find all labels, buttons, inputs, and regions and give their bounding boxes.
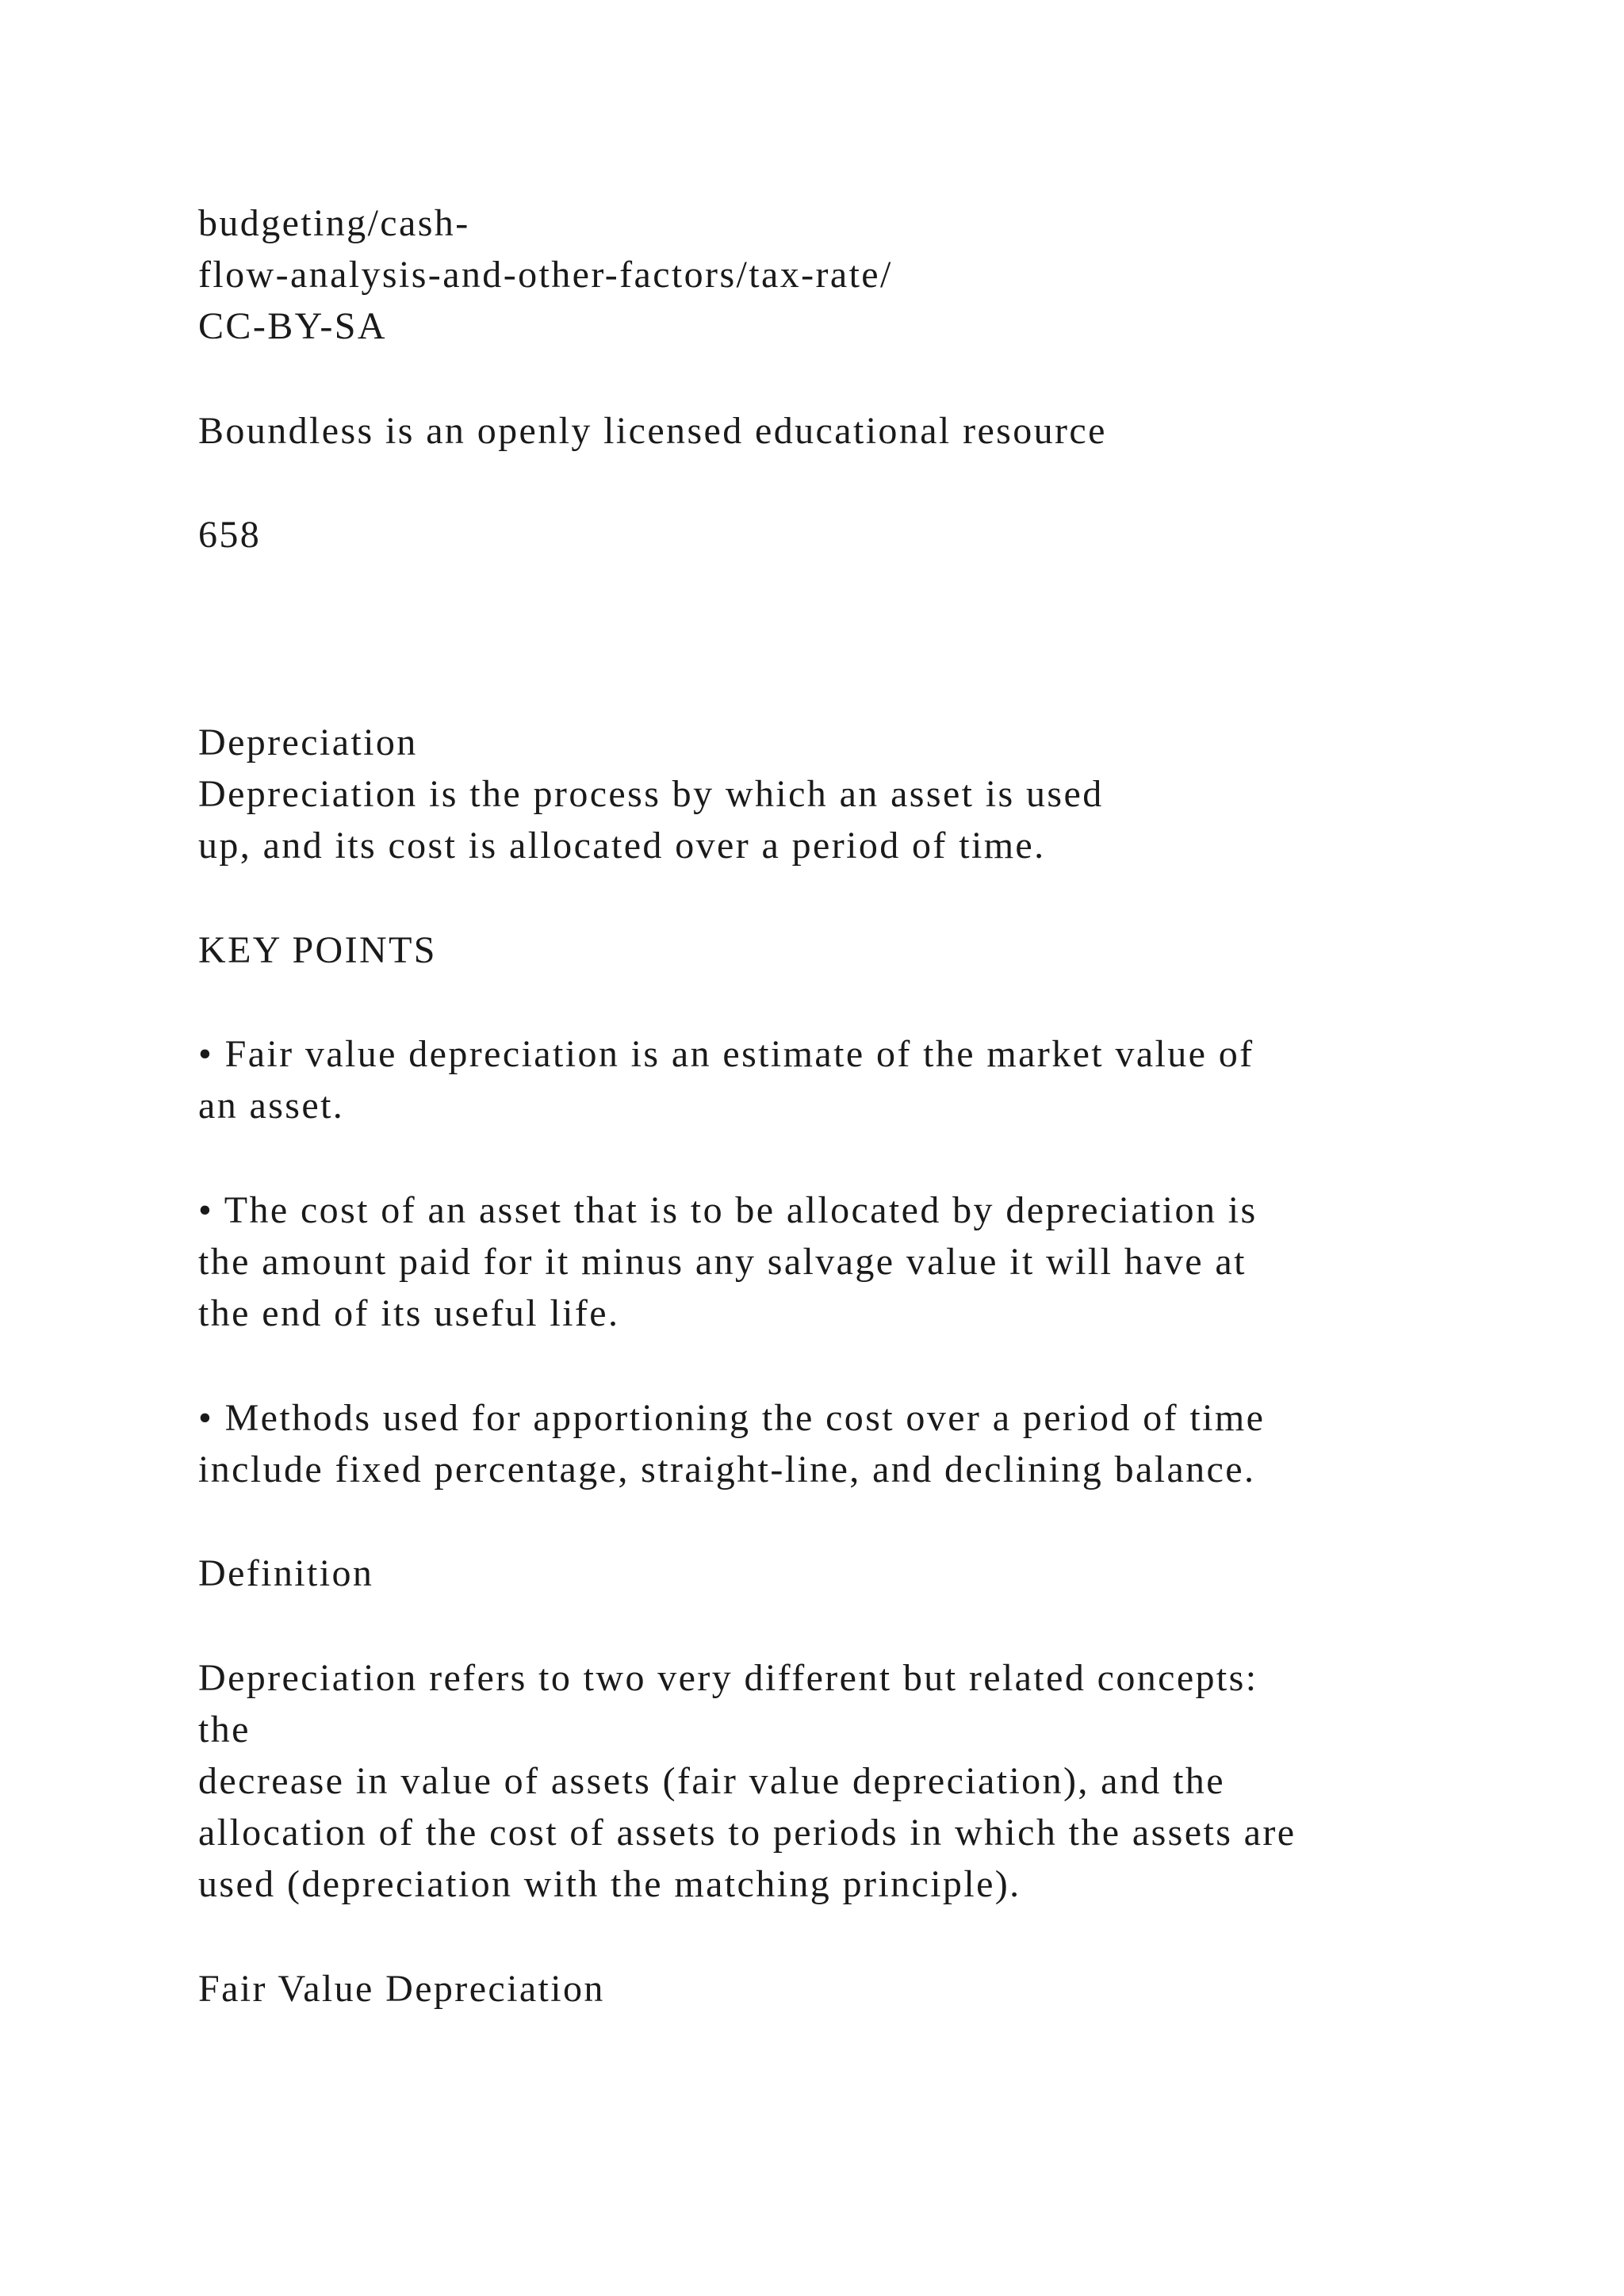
definition-line-2: the <box>198 1709 251 1751</box>
license-label: CC-BY-SA <box>198 305 387 347</box>
definition-line-1: Depreciation refers to two very different but related concepts: <box>198 1657 1258 1699</box>
definition-line-5: used (depreciation with the matching principle). <box>198 1863 1021 1905</box>
key-point-1-line-1: • Fair value depreciation is an estimate of the market value of <box>198 1033 1254 1075</box>
source-url-line-2: flow-analysis-and-other-factors/tax-rate/ <box>198 254 893 296</box>
key-point-2-line-1: • The cost of an asset that is to be allocated by depreciation is <box>198 1189 1258 1231</box>
section-summary-line-1: Depreciation is the process by which an asset is used <box>198 773 1104 815</box>
definition-line-4: allocation of the cost of assets to periods in which the assets are <box>198 1812 1297 1854</box>
section-summary-line-2: up, and its cost is allocated over a period of time. <box>198 825 1046 867</box>
key-points-heading: KEY POINTS <box>198 929 437 971</box>
key-point-1-line-2: an asset. <box>198 1085 345 1127</box>
key-point-3-line-2: include fixed percentage, straight-line, and declining balance. <box>198 1448 1256 1490</box>
page-number: 658 <box>198 514 262 556</box>
fair-value-depreciation-heading: Fair Value Depreciation <box>198 1968 605 2010</box>
key-point-2-line-2: the amount paid for it minus any salvage value it will have at <box>198 1241 1247 1283</box>
definition-line-3: decrease in value of assets (fair value depreciation), and the <box>198 1760 1225 1802</box>
attribution-text: Boundless is an openly licensed educational resource <box>198 410 1107 452</box>
definition-heading: Definition <box>198 1552 374 1594</box>
key-point-3-line-1: • Methods used for apportioning the cost over a period of time <box>198 1397 1266 1439</box>
source-url-line-1: budgeting/cash- <box>198 202 470 244</box>
section-title: Depreciation <box>198 721 418 763</box>
key-point-2-line-3: the end of its useful life. <box>198 1292 620 1334</box>
